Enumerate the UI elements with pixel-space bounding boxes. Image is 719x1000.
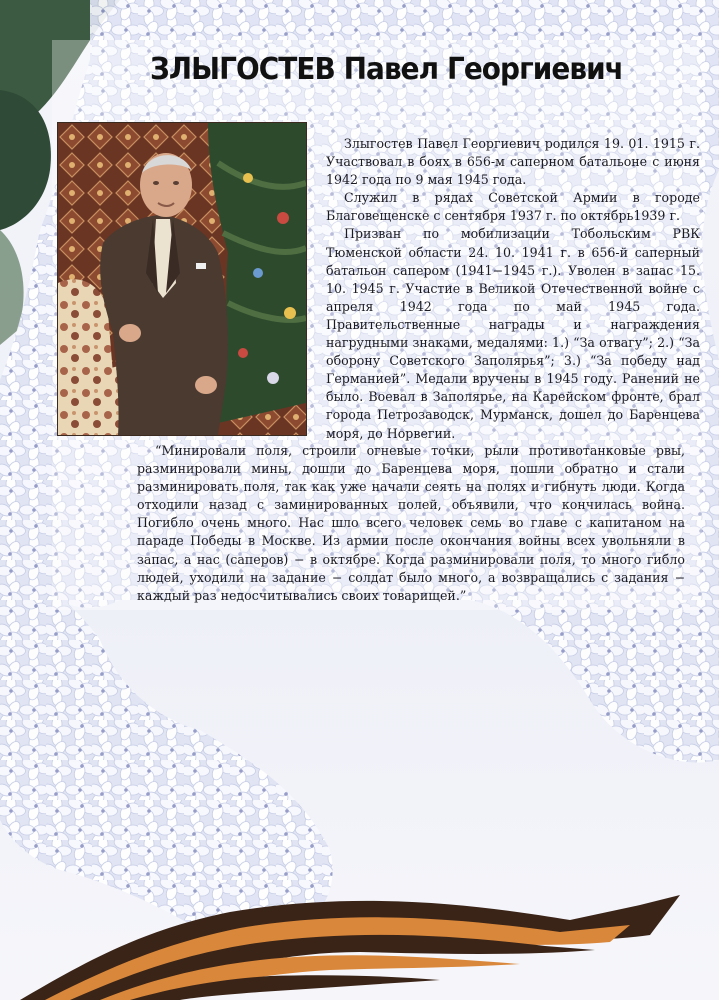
biography-text: [326, 135, 700, 443]
portrait-photo-icon: [58, 123, 306, 435]
st-george-ribbon-icon: [0, 895, 719, 1000]
page-title: ЗЛЫГОСТЕВ Павел Георгиевич: [150, 52, 623, 87]
veteran-quote: “Минировали поля, строили огневые точки, рыли противотанковые рвы, разминировали мины, дошли до Баренцева моря, пошли обратно и стали разминировать поля, так как уже начали сеять на полях и гибнуть люди. Когда отходили назад с заминированных полей, объявили, что кончилась война. Погибло очень много. Нас шло всего человек семь во главе с капитаном на параде Победы в Москве. Из армии после окончания войны всех увольняли в запас, а нас (саперов) − в октябре. Когда разминировали поля, то много гибло людей, уходили на задание − солдат было много, а возвращались с задания − каждый раз недосчитывались своих товарищей.”: [137, 443, 685, 603]
bio-paragraph: Злыгостев Павел Георгиевич родился 19. 01. 1915 г. Участвовал в боях в 656-м саперном батальоне с июня 1942 года по 9 мая 1945 года.: [326, 136, 700, 188]
bio-paragraph: Призван по мобилизации Тобольским РВК Тюменской области 24. 10. 1941 г. в 656-й саперный батальон сапером (1941−1945 г.). Уволен в запас 15. 10. 1945 г. Участие в Великой Отечественной войне с апреля 1942 года по май 1945 года. Правительственные награды и награждения нагрудными знаками, медалями: 1.) “За отвагу”; 2.) “За оборону Советского Заполярья”; 3.) “За победу над Германией”. Медали вручены в 1945 году. Ранений не было. Воевал в Заполярье, на Карейском фронте, брал города Петрозаводск, Мурманск, дошел до Баренцева моря, до Норвегии.: [326, 226, 700, 441]
bio-paragraph: Служил в рядах Советской Армии в городе Благовещенске с сентября 1937 г. по октябрь1939 г.: [326, 190, 700, 224]
